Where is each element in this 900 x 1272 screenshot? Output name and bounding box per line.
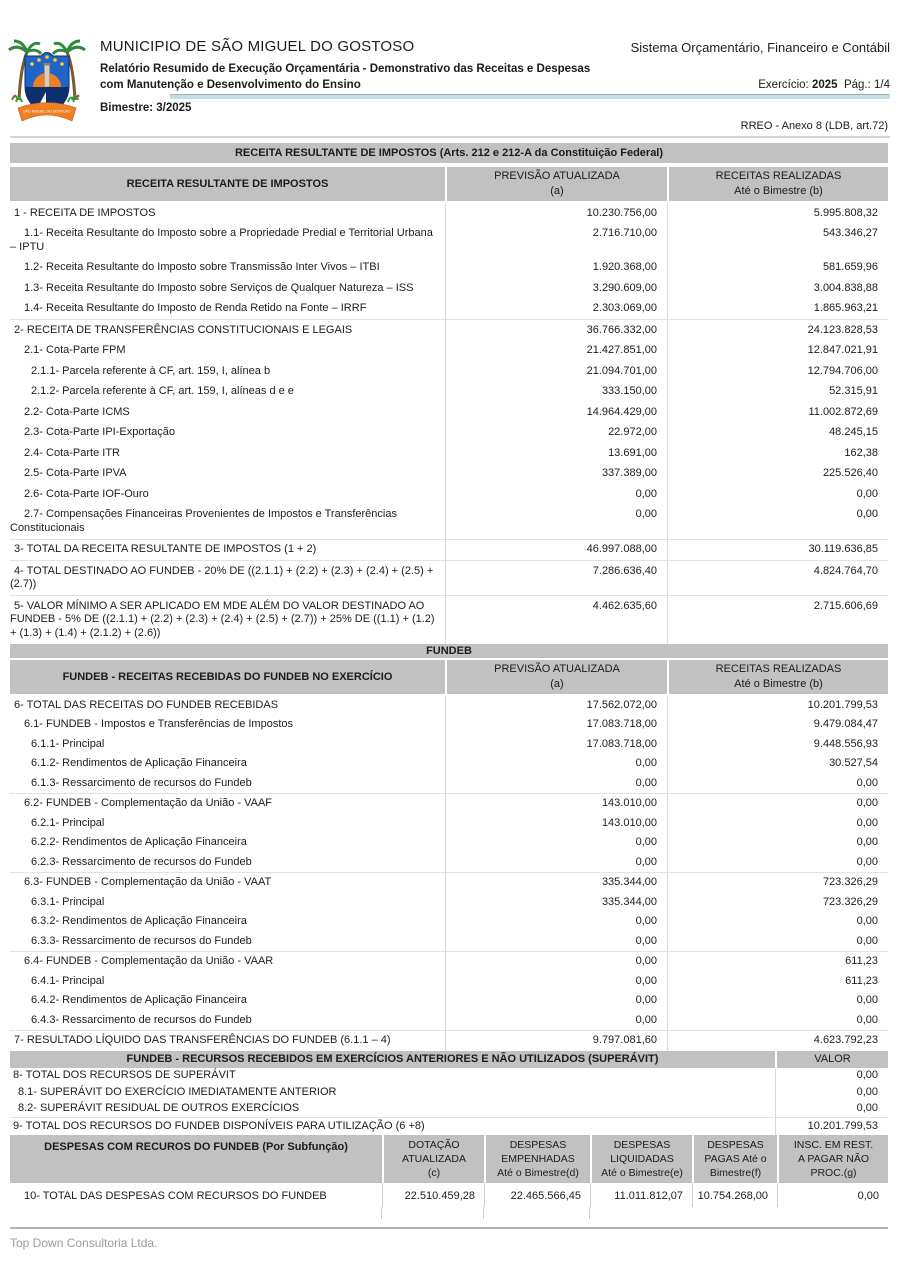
value-receitas-realizadas: 3.004.838,88: [667, 278, 888, 299]
table-row: [10, 696, 888, 716]
value-previsao-atualizada: 0,00: [445, 932, 667, 952]
value-receitas-realizadas: 0,00: [667, 794, 888, 814]
table-row: [10, 382, 888, 403]
value-valor: 0,00: [775, 1084, 888, 1101]
exercise-page-label: [758, 79, 890, 91]
column-previsao-atualizada: [445, 167, 667, 201]
value-receitas-realizadas: 581.659,96: [667, 258, 888, 279]
row-label: 8- TOTAL DOS RECURSOS DE SUPERÁVIT: [13, 1069, 236, 1081]
impostos-header-label: RECEITA RESULTANTE DE IMPOSTOS: [126, 178, 329, 190]
value-previsao-atualizada: 13.691,00: [445, 443, 667, 464]
impostos-rows: [10, 203, 888, 644]
bimester-label: Bimestre: 3/2025: [100, 102, 192, 114]
page-number: Pág.: 1/4: [843, 79, 890, 91]
table-row: [10, 341, 888, 362]
svg-text:SÃO MIGUEL DO GOSTOSO: SÃO MIGUEL DO GOSTOSO: [23, 109, 71, 114]
col-a-line1: PREVISÃO ATUALIZADA: [494, 170, 620, 182]
value-previsao-atualizada: 2.716.710,00: [445, 224, 667, 258]
value-receitas-realizadas: 4.824.764,70: [667, 561, 888, 595]
value-receitas-realizadas: 52.315,91: [667, 382, 888, 403]
table-row: [10, 853, 888, 873]
col-b-line1: RECEITAS REALIZADAS: [715, 662, 842, 675]
table-row: [10, 833, 888, 853]
table-row: [10, 932, 888, 952]
value-valor: 0,00: [775, 1068, 888, 1085]
column-stub-lines: [10, 1207, 888, 1219]
row-label: 8.2- SUPERÁVIT RESIDUAL DE OUTROS EXERCÍCIOS: [18, 1102, 300, 1114]
table-row: [10, 464, 888, 485]
row-label: 2.5- Cota-Parte IPVA: [24, 467, 127, 479]
value-receitas-realizadas: 723.326,29: [667, 893, 888, 913]
value-receitas-realizadas: 225.526,40: [667, 464, 888, 485]
value-previsao-atualizada: 143.010,00: [445, 814, 667, 834]
table-row: [10, 1011, 888, 1031]
value-previsao-atualizada: 333.150,00: [445, 382, 667, 403]
col-a-line2: (a): [550, 185, 564, 197]
value-receitas-realizadas: 9.448.556,93: [667, 735, 888, 755]
col-b-line1: RECEITAS REALIZADAS: [715, 170, 842, 182]
impostos-section-title: RECEITA RESULTANTE DE IMPOSTOS (Arts. 212 e 212-A da Constituição Federal): [10, 143, 888, 163]
row-label: 2- RECEITA DE TRANSFERÊNCIAS CONSTITUCIONAIS E LEGAIS: [14, 323, 353, 336]
table-row: [10, 991, 888, 1011]
row-label: 6.1.3- Ressarcimento de recursos do Fundeb: [31, 776, 252, 789]
row-label: 6.3.1- Principal: [31, 895, 105, 908]
value-receitas-realizadas: 48.245,15: [667, 423, 888, 444]
header-bottom-rule: [10, 136, 890, 138]
municipality-coat-of-arms-icon: [6, 34, 88, 130]
value-previsao-atualizada: 22.972,00: [445, 423, 667, 444]
table-row: [10, 443, 888, 464]
table-row: [10, 1101, 888, 1118]
row-label: 2.1- Cota-Parte FPM: [24, 344, 126, 356]
row-label: 6- TOTAL DAS RECEITAS DO FUNDEB RECEBIDAS: [14, 698, 279, 711]
value-previsao-atualizada: 1.920.368,00: [445, 258, 667, 279]
value-receitas-realizadas: 9.479.084,47: [667, 715, 888, 735]
value-receitas-realizadas: 0,00: [667, 505, 888, 539]
value-receitas-realizadas: 1.865.963,21: [667, 299, 888, 320]
row-label: 2.1.1- Parcela referente à CF, art. 159, I, alínea b: [31, 364, 271, 377]
table-row: [10, 402, 888, 423]
value-receitas-realizadas: 2.715.606,69: [667, 596, 888, 644]
col-a-line2: (a): [550, 677, 564, 690]
value-previsao-atualizada: 143.010,00: [445, 794, 667, 814]
value-previsao-atualizada: 17.562.072,00: [445, 696, 667, 716]
value-receitas-realizadas: 12.847.021,91: [667, 341, 888, 362]
table-row: [10, 505, 888, 539]
value-receitas-realizadas: 543.346,27: [667, 224, 888, 258]
value-previsao-atualizada: 7.286.636,40: [445, 561, 667, 595]
superavit-section-header: [10, 1051, 888, 1068]
col-b-line2: Até o Bimestre (b): [734, 185, 823, 197]
value-pagas: 10.754.268,00: [692, 1183, 777, 1207]
row-label: 4- TOTAL DESTINADO AO FUNDEB - 20% DE ((2.1.1) + (2.2) + (2.3) + (2.4) + (2.5) + (2.7)): [10, 564, 434, 590]
table-row: [10, 319, 888, 341]
table-row: [10, 1084, 888, 1101]
value-receitas-realizadas: 11.002.872,69: [667, 402, 888, 423]
col-a-line1: PREVISÃO ATUALIZADA: [494, 662, 620, 675]
value-previsao-atualizada: 0,00: [445, 484, 667, 505]
row-label: 8.1- SUPERÁVIT DO EXERCÍCIO IMEDIATAMENTE ANTERIOR: [18, 1085, 337, 1098]
exercise-prefix: Exercício:: [758, 79, 809, 91]
row-label: 1.2- Receita Resultante do Imposto sobre Transmissão Inter Vivos – ITBI: [24, 261, 380, 273]
value-previsao-atualizada: 3.290.609,00: [445, 278, 667, 299]
row-label: 6.2- FUNDEB - Complementação da União - VAAF: [24, 797, 272, 809]
table-row: [10, 872, 888, 893]
row-label: 6.2.2- Rendimentos de Aplicação Financeira: [31, 836, 247, 848]
row-label: 2.1.2- Parcela referente à CF, art. 159, I, alíneas d e e: [31, 385, 294, 397]
value-receitas-realizadas: 12.794.706,00: [667, 361, 888, 382]
row-label: 10- TOTAL DAS DESPESAS COM RECURSOS DO FUNDEB: [24, 1189, 327, 1202]
row-label: 5- VALOR MÍNIMO A SER APLICADO EM MDE ALÉM DO VALOR DESTINADO AO FUNDEB - 5% DE ((2.1.1) + (2.2) + (2.3) + (2.4) + (2.5) + (2.7)) + 25% DE ((1.1) + (1.2) + (1.3) + (1.4) + (2.1.2) + (2.6)): [10, 599, 435, 639]
superavit-rows: [10, 1068, 888, 1135]
system-name: Sistema Orçamentário, Financeiro e Contábil: [630, 40, 890, 55]
row-label: 6.3.3- Ressarcimento de recursos do Fundeb: [31, 934, 252, 947]
value-previsao-atualizada: 46.997.088,00: [445, 540, 667, 561]
row-label: 6.1.1- Principal: [31, 737, 105, 750]
value-receitas-realizadas: 162,38: [667, 443, 888, 464]
fundeb-column-header: [10, 660, 888, 694]
value-previsao-atualizada: 0,00: [445, 991, 667, 1011]
despesas-column-header: [10, 1135, 888, 1183]
despesas-header-label: DESPESAS COM RECUROS DO FUNDEB (Por Subfunção): [44, 1140, 348, 1153]
table-row: [10, 972, 888, 992]
column-receitas-realizadas: [667, 660, 888, 694]
report-title-line2: com Manutenção e Desenvolvimento do Ensino: [100, 79, 361, 91]
value-receitas-realizadas: 611,23: [667, 952, 888, 972]
value-previsao-atualizada: 335.344,00: [445, 893, 667, 913]
row-label: 9- TOTAL DOS RECURSOS DO FUNDEB DISPONÍVEIS PARA UTILIZAÇÃO (6 +8): [13, 1119, 425, 1132]
value-previsao-atualizada: 0,00: [445, 1011, 667, 1031]
value-previsao-atualizada: 0,00: [445, 972, 667, 992]
value-receitas-realizadas: 0,00: [667, 991, 888, 1011]
superavit-title: FUNDEB - RECURSOS RECEBIDOS EM EXERCÍCIOS ANTERIORES E NÃO UTILIZADOS (SUPERÁVIT): [126, 1052, 659, 1065]
report-body: [10, 143, 888, 1250]
row-label: 6.1- FUNDEB - Impostos e Transferências de Impostos: [24, 718, 293, 730]
value-rest-pagar: 0,00: [777, 1183, 888, 1207]
row-label: 2.4- Cota-Parte ITR: [24, 446, 120, 459]
row-label: 6.4.2- Rendimentos de Aplicação Financeira: [31, 994, 247, 1006]
table-row: [10, 1068, 888, 1085]
table-row: [10, 258, 888, 279]
table-row: [10, 595, 888, 644]
fundeb-rows: [10, 696, 888, 1051]
row-label: 6.3.2- Rendimentos de Aplicação Financeira: [31, 915, 247, 927]
footer-company: Top Down Consultoria Ltda.: [10, 1235, 158, 1250]
table-row: [10, 735, 888, 755]
table-row: [10, 361, 888, 382]
value-receitas-realizadas: 611,23: [667, 972, 888, 992]
row-label: 2.6- Cota-Parte IOF-Ouro: [24, 487, 149, 500]
row-label: 1.1- Receita Resultante do Imposto sobre a Propriedade Predial e Territorial Urbana – IPTU: [10, 227, 433, 253]
value-receitas-realizadas: 0,00: [667, 853, 888, 873]
column-receitas-realizadas: [667, 167, 888, 201]
row-label: 6.2.1- Principal: [31, 816, 105, 829]
column-previsao-atualizada: [445, 660, 667, 694]
table-row: [10, 793, 888, 814]
value-previsao-atualizada: 17.083.718,00: [445, 715, 667, 735]
fundeb-header-label: FUNDEB - RECEITAS RECEBIDAS DO FUNDEB NO EXERCÍCIO: [62, 670, 393, 683]
value-receitas-realizadas: 10.201.799,53: [667, 696, 888, 716]
row-label: 7- RESULTADO LÍQUIDO DAS TRANSFERÊNCIAS DO FUNDEB (6.1.1 – 4): [14, 1034, 391, 1046]
column-despesas-pagas: DESPESAS PAGAS Até o Bimestre(f): [692, 1135, 777, 1183]
value-valor: 0,00: [775, 1101, 888, 1118]
despesas-rows: [10, 1183, 888, 1207]
table-row: [10, 1030, 888, 1051]
value-previsao-atualizada: 36.766.332,00: [445, 320, 667, 341]
value-receitas-realizadas: 24.123.828,53: [667, 320, 888, 341]
value-previsao-atualizada: 2.303.069,00: [445, 299, 667, 320]
table-row: [10, 484, 888, 505]
value-previsao-atualizada: 21.094.701,00: [445, 361, 667, 382]
row-label: 2.3- Cota-Parte IPI-Exportação: [24, 426, 176, 438]
row-label: 3- TOTAL DA RECEITA RESULTANTE DE IMPOSTOS (1 + 2): [14, 543, 317, 555]
annex-label: RREO - Anexo 8 (LDB, art.72): [740, 120, 888, 132]
value-previsao-atualizada: 14.964.429,00: [445, 402, 667, 423]
report-title-line1: Relatório Resumido de Execução Orçamentária - Demonstrativo das Receitas e Despesas: [100, 63, 591, 75]
row-label: 1.3- Receita Resultante do Imposto sobre Serviços de Qualquer Natureza – ISS: [24, 281, 414, 294]
value-receitas-realizadas: 723.326,29: [667, 873, 888, 893]
value-valor: 10.201.799,53: [775, 1118, 888, 1135]
table-row: [10, 893, 888, 913]
value-previsao-atualizada: 0,00: [445, 952, 667, 972]
value-receitas-realizadas: 5.995.808,32: [667, 203, 888, 224]
value-previsao-atualizada: 0,00: [445, 505, 667, 539]
superavit-valor-header: VALOR: [775, 1051, 888, 1068]
table-row: [10, 912, 888, 932]
table-row: [10, 715, 888, 735]
table-row: [10, 539, 888, 561]
header-divider: [170, 94, 890, 99]
value-previsao-atualizada: 4.462.635,60: [445, 596, 667, 644]
value-receitas-realizadas: 0,00: [667, 1011, 888, 1031]
column-dotacao-atualizada: DOTAÇÃO ATUALIZADA (c): [382, 1135, 484, 1183]
table-row: [10, 1117, 888, 1135]
value-liquidadas: 11.011.812,07: [590, 1183, 692, 1207]
exercise-year: 2025: [811, 79, 838, 91]
row-label: 6.4.1- Principal: [31, 974, 105, 987]
table-row: [10, 299, 888, 320]
value-receitas-realizadas: 0,00: [667, 774, 888, 794]
column-despesas-empenhadas: DESPESAS EMPENHADAS Até o Bimestre(d): [484, 1135, 590, 1183]
row-label: 2.7- Compensações Financeiras Provenientes de Impostos e Transferências Constitucionais: [10, 508, 397, 534]
column-despesas-liquidadas: DESPESAS LIQUIDADAS Até o Bimestre(e): [590, 1135, 692, 1183]
table-row: [10, 203, 888, 224]
value-previsao-atualizada: 17.083.718,00: [445, 735, 667, 755]
municipality-name: MUNICIPIO DE SÃO MIGUEL DO GOSTOSO: [100, 38, 415, 55]
value-receitas-realizadas: 4.623.792,23: [667, 1031, 888, 1051]
value-previsao-atualizada: 0,00: [445, 754, 667, 774]
table-row: [10, 774, 888, 794]
value-previsao-atualizada: 21.427.851,00: [445, 341, 667, 362]
table-row: [10, 814, 888, 834]
table-row: [10, 224, 888, 258]
table-row: [10, 1183, 888, 1207]
value-receitas-realizadas: 0,00: [667, 932, 888, 952]
value-previsao-atualizada: 0,00: [445, 774, 667, 794]
value-previsao-atualizada: 10.230.756,00: [445, 203, 667, 224]
row-label: 6.2.3- Ressarcimento de recursos do Fundeb: [31, 855, 252, 868]
impostos-column-header: [10, 167, 888, 201]
row-label: 6.4- FUNDEB - Complementação da União - VAAR: [24, 955, 274, 967]
table-row: [10, 951, 888, 972]
value-previsao-atualizada: 335.344,00: [445, 873, 667, 893]
row-label: 2.2- Cota-Parte ICMS: [24, 405, 130, 418]
row-label: 6.4.3- Ressarcimento de recursos do Fundeb: [31, 1013, 252, 1026]
table-row: [10, 278, 888, 299]
value-receitas-realizadas: 0,00: [667, 833, 888, 853]
row-label: 1 - RECEITA DE IMPOSTOS: [14, 206, 156, 219]
value-dotacao: 22.510.459,28: [382, 1183, 484, 1207]
value-receitas-realizadas: 0,00: [667, 912, 888, 932]
row-label: 6.3- FUNDEB - Complementação da União - VAAT: [24, 876, 272, 888]
value-receitas-realizadas: 0,00: [667, 814, 888, 834]
table-row: [10, 423, 888, 444]
value-previsao-atualizada: 9.797.081,60: [445, 1031, 667, 1051]
value-previsao-atualizada: 0,00: [445, 912, 667, 932]
col-b-line2: Até o Bimestre (b): [734, 677, 823, 690]
row-label: 1.4- Receita Resultante do Imposto de Renda Retido na Fonte – IRRF: [24, 302, 367, 314]
value-previsao-atualizada: 0,00: [445, 833, 667, 853]
value-empenhadas: 22.465.566,45: [484, 1183, 590, 1207]
value-receitas-realizadas: 30.527,54: [667, 754, 888, 774]
row-label: 6.1.2- Rendimentos de Aplicação Financeira: [31, 757, 247, 769]
table-row: [10, 754, 888, 774]
value-previsao-atualizada: 0,00: [445, 853, 667, 873]
value-receitas-realizadas: 0,00: [667, 484, 888, 505]
column-insc-rest-pagar: INSC. EM REST. A PAGAR NÃO PROC.(g): [777, 1135, 888, 1183]
value-previsao-atualizada: 337.389,00: [445, 464, 667, 485]
page-cut-rule: [10, 1227, 888, 1229]
table-row: [10, 560, 888, 595]
fundeb-section-title: FUNDEB: [10, 644, 888, 658]
value-receitas-realizadas: 30.119.636,85: [667, 540, 888, 561]
